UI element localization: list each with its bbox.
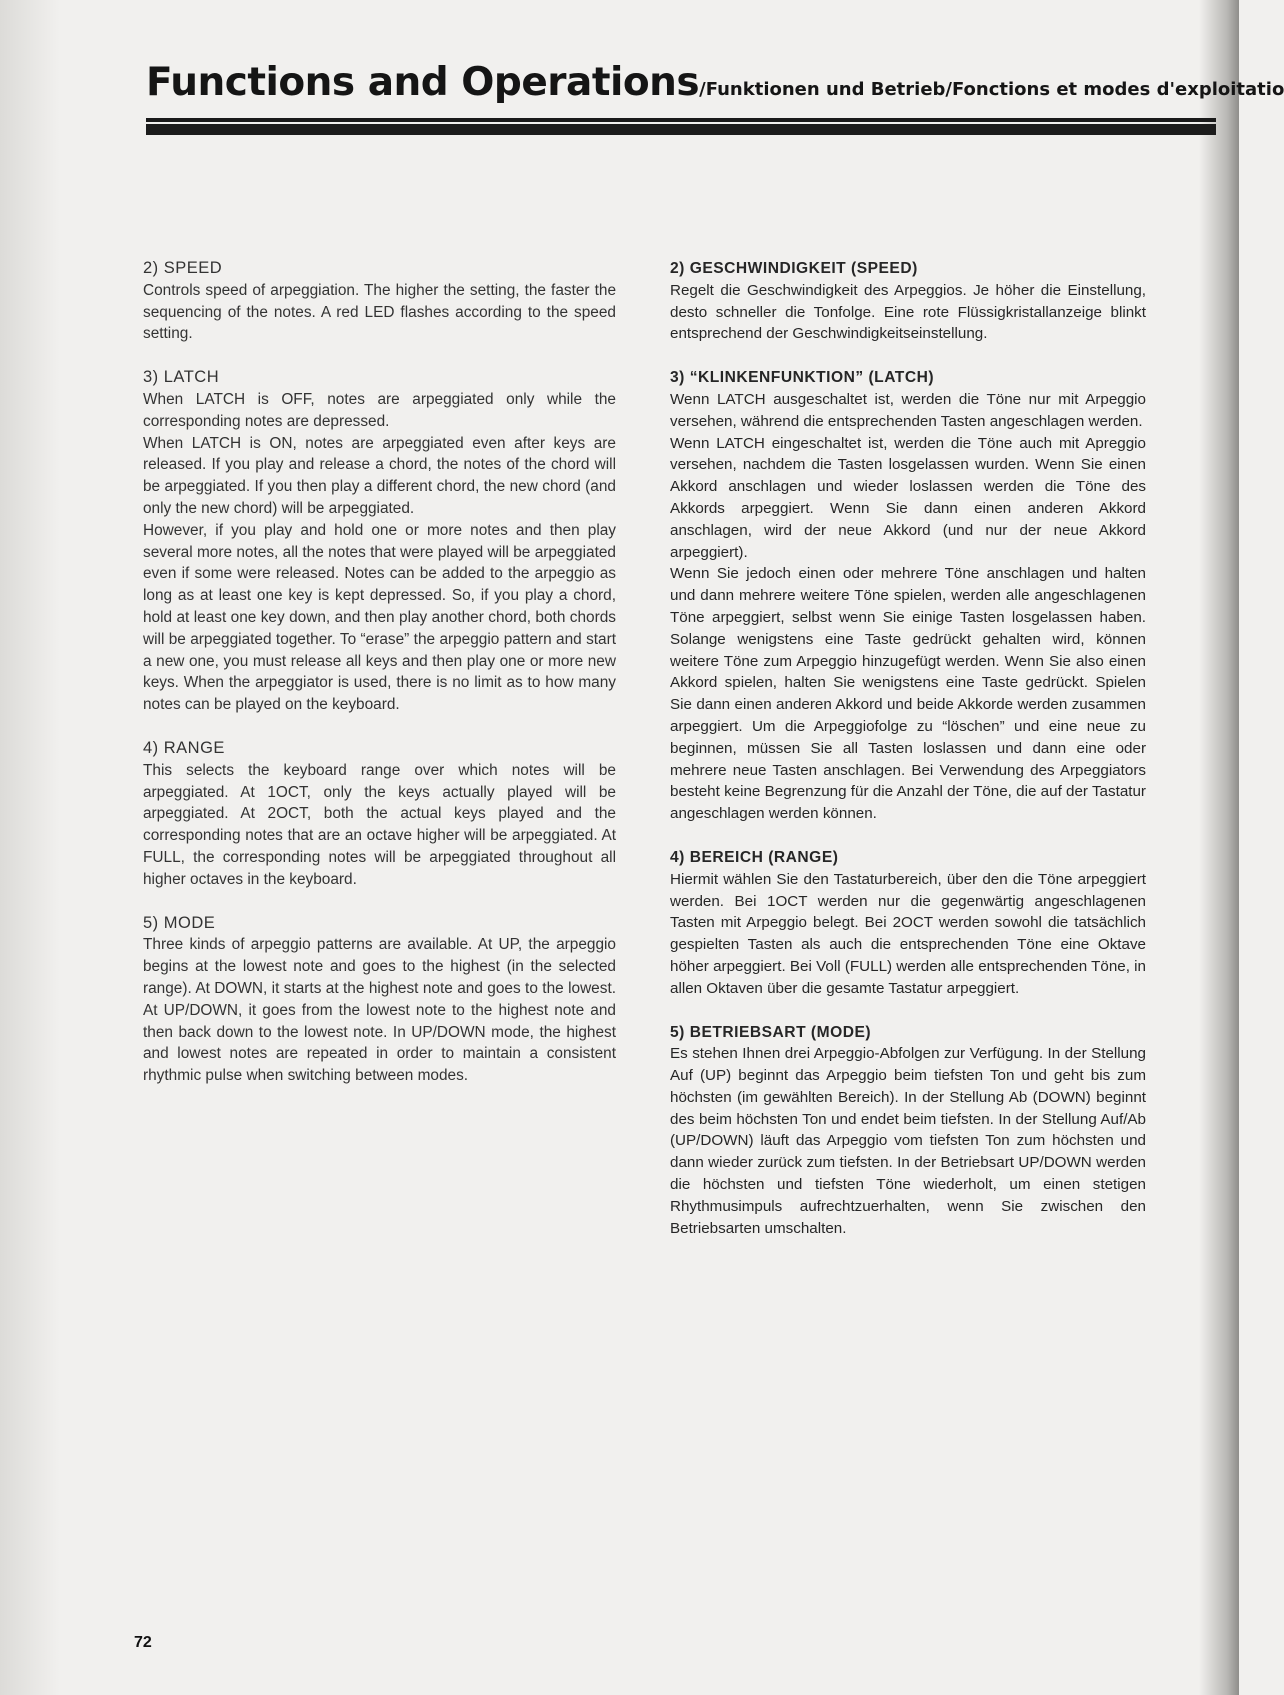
speed-text: Controls speed of arpeggiation. The higher the setting, the faster the sequencing of the notes. A red LED flashes according to the speed setting. — [143, 281, 616, 343]
mode-heading-de: 5) BETRIEBSART (MODE) — [670, 1023, 872, 1041]
mode-text-de: Es stehen Ihnen drei Arpeggio-Abfolgen zur Verfügung. In der Stellung Auf (UP) beginnt das Arpeggio beim tiefsten Ton und geht bis zum höchsten (im gewählten Bereich). In der Stellung Ab (DOWN) beginnt des beim höchsten Ton und endet beim tiefsten. In der Stellung Auf/Ab (UP/DOWN) läuft das Arpeggio vom tiefsten Ton zum höchsten und dann wieder zurück zum tiefsten. In der Betriebsart UP/DOWN werden die höchsten und tiefsten Töne wiederholt, um einen stetigen Rhythmusimpuls aufrechtzuerhalten, wenn Sie zwischen den Betriebsarten umschalten. — [670, 1045, 1146, 1237]
latch-paragraph: When LATCH is OFF, notes are arpeggiated only while the corresponding notes are depressed. — [143, 390, 616, 430]
header-rule-thin — [146, 118, 1216, 122]
page-number: 72 — [134, 1634, 152, 1651]
speed-heading-de: 2) GESCHWINDIGKEIT (SPEED) — [670, 260, 918, 277]
header-subtitle: /Funktionen und Betrieb/Fonctions et modes d'exploitatio — [699, 79, 1284, 100]
latch-paragraph: However, if you play and hold one or more notes and then play several more notes, all the notes that were played will be arpeggiated even if some were released. Notes can be added to the arpeggio as long as at least one key is kept depressed. So, if you play a chord, hold at least one key down, and then play another chord, both chords will be arpeggiated together. To “erase” the arpeggio pattern and start a new one, you must release all keys and then play one or more new keys. When the arpeggiator is used, there is no limit as to how many notes can be played on the keyboard. — [143, 521, 616, 714]
header-rule-thick — [146, 124, 1216, 135]
speed-text-de: Regelt die Geschwindigkeit des Arpeggios. Je höher die Einstellung, desto schneller die Tonfolge. Eine rote Flüssigkristallanzeige blinkt entsprechend der Geschwindigkeitseinstellung. — [670, 281, 1146, 343]
range-heading-de: 4) BEREICH (RANGE) — [670, 848, 839, 866]
latch-paragraph-de: Wenn Sie jedoch einen oder mehrere Töne anschlagen und halten und dann mehrere weitere Töne spielen, werden alle angeschlagenen Töne arpeggiert, selbst wenn Sie einige Tasten losgelassen haben. Solange wenigstens eine Taste gedrückt gehalten wird, können weitere Töne zum Arpeggio hinzugefügt werden. Wenn Sie also einen Akkord spielen, halten Sie wenigstens eine Taste gedrückt. Spielen Sie dann einen anderen Akkord und beide Akkorde werden zusammen arpeggiert. Um die Arpeggiofolge zu “löschen” und eine neue zu beginnen, müssen Sie all Tasten loslassen und dann eine oder mehrere neue Tasten anschlagen. Bei Verwendung des Arpeggiators besteht keine Begrenzung für die Anzahl der Töne, die auf der Tastatur angeschlagen werden können. — [670, 565, 1146, 823]
range-text: This selects the keyboard range over which notes will be arpeggiated. At 1OCT, only the keys actually played will be arpeggiated. At 2OCT, both the actual keys played and the corresponding notes that are an octave higher will be arpeggiated. At FULL, the corresponding notes will be arpeggiated throughout all higher octaves in the keyboard. — [143, 761, 616, 888]
mode-text: Three kinds of arpeggio patterns are available. At UP, the arpeggio begins at the lowest note and goes to the highest (in the selected range). At DOWN, it starts at the highest note and goes to the lowest. At UP/DOWN, it goes from the lowest note to the highest note and then back down to the lowest note. In UP/DOWN mode, the highest and lowest notes are repeated in order to maintain a consistent rhythmic pulse when switching between modes. — [143, 936, 616, 1085]
latch-paragraph-de: Wenn LATCH eingeschaltet ist, werden die Töne auch mit Apreggio versehen, nachdem die Tasten losgelassen wurden. Wenn Sie einen Akkord anschlagen und wieder loslassen werden die Töne des Akkords arpeggiert. Wenn Sie dann einen anderen Akkord anschlagen, wird der neue Akkord (und nur der neue Akkord arpeggiert). — [670, 434, 1146, 561]
page-edge-shadow-left — [0, 0, 60, 1695]
mode-heading: 5) MODE — [143, 913, 216, 932]
latch-paragraph: When LATCH is ON, notes are arpeggiated even after keys are released. If you play and release a chord, the notes of the chord will be arpeggiated. If you then play a different chord, the new chord (and only the new chord) will be arpeggiated. — [143, 434, 616, 517]
latch-heading: 3) LATCH — [143, 368, 220, 387]
german-column — [670, 258, 1146, 1239]
page-header — [146, 60, 1284, 105]
range-heading: 4) RANGE — [143, 738, 225, 757]
speed-heading: 2) SPEED — [143, 259, 223, 277]
page-edge-shadow-right — [1199, 0, 1239, 1695]
latch-heading-de: 3) “KLINKENFUNKTION” (LATCH) — [670, 369, 935, 387]
english-column — [143, 258, 616, 1087]
header-title: Functions and Operations — [146, 60, 700, 105]
range-text-de: Hiermit wählen Sie den Tastaturbereich, über den die Töne arpeggiert werden. Bei 1OCT werden nur die gegenwärtig angeschlagenen Tasten mit Arpeggio belegt. Bei 2OCT werden sowohl die tatsächlich gespielten Tasten als auch die entsprechenden Töne eine Oktave höher arpeggiert. Bei Voll (FULL) werden alle entsprechenden Töne, in allen Oktaven über die gesamte Tastatur arpeggiert. — [670, 870, 1146, 997]
latch-paragraph-de: Wenn LATCH ausgeschaltet ist, werden die Töne nur mit Arpeggio versehen, während die entsprechenden Tasten angeschlagen werden. — [670, 390, 1146, 430]
